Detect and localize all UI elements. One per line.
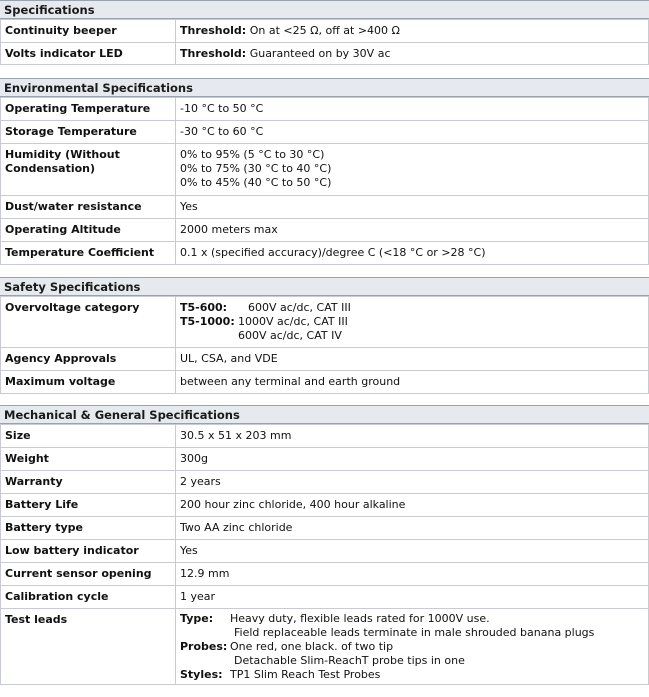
row-value: UL, CSA, and VDE: [176, 348, 649, 371]
row-value: 1 year: [176, 586, 649, 609]
probes-value-2: Detachable Slim-ReachT probe tips in one: [234, 654, 465, 667]
table-row: [1, 121, 649, 144]
mech-table: [0, 424, 649, 685]
row-value: Yes: [176, 196, 649, 219]
threshold-value: Guaranteed on by 30V ac: [246, 47, 391, 60]
row-key: Test leads: [1, 609, 176, 685]
row-key: Overvoltage category: [1, 297, 176, 348]
specifications-section: [0, 0, 649, 65]
safety-section: [0, 277, 649, 394]
table-row: [1, 144, 649, 196]
section-gap: [0, 65, 649, 78]
t5-600-value: 600V ac/dc, CAT III: [248, 301, 351, 314]
row-value: 0.1 x (specified accuracy)/degree C (<18 °C or >28 °C): [176, 242, 649, 265]
mechanical-section: [0, 405, 649, 685]
row-key: Warranty: [1, 471, 176, 494]
row-key: [1, 144, 176, 196]
row-key: Temperature Coefficient: [1, 242, 176, 265]
value-line: 0% to 45% (40 °C to 50 °C): [180, 176, 332, 189]
table-row: [1, 563, 649, 586]
t5-1000-label: T5-1000:: [180, 315, 235, 328]
table-row: [1, 348, 649, 371]
safety-table: [0, 296, 649, 394]
row-key: Volts indicator LED: [1, 43, 176, 65]
row-value: 2000 meters max: [176, 219, 649, 242]
table-row: [1, 609, 649, 685]
row-key: Continuity beeper: [1, 20, 176, 43]
section-title: Environmental Specifications: [0, 78, 649, 97]
row-value: 300g: [176, 448, 649, 471]
threshold-label: Threshold:: [180, 24, 247, 37]
table-row: [1, 196, 649, 219]
section-title: Mechanical & General Specifications: [0, 405, 649, 424]
row-value: [176, 144, 649, 196]
type-value: Heavy duty, flexible leads rated for 1000V use.: [230, 612, 490, 625]
row-value: 200 hour zinc chloride, 400 hour alkaline: [176, 494, 649, 517]
table-row: [1, 586, 649, 609]
table-row: [1, 297, 649, 348]
probes-line: [180, 640, 644, 654]
row-key: Operating Altitude: [1, 219, 176, 242]
t5-1000-line: [180, 315, 644, 329]
row-value: [176, 20, 649, 43]
row-key: Storage Temperature: [1, 121, 176, 144]
key-line: Humidity (Without: [5, 148, 120, 161]
type-label: Type:: [180, 612, 214, 625]
table-row: [1, 517, 649, 540]
row-key: Battery Life: [1, 494, 176, 517]
table-row: [1, 448, 649, 471]
row-key: Size: [1, 425, 176, 448]
threshold-label: Threshold:: [180, 47, 247, 60]
table-row: [1, 43, 649, 65]
key-line: Condensation): [5, 162, 96, 175]
row-value: [176, 297, 649, 348]
table-row: [1, 242, 649, 265]
row-key: Low battery indicator: [1, 540, 176, 563]
row-key: Dust/water resistance: [1, 196, 176, 219]
t5-1000-value: 1000V ac/dc, CAT III: [238, 315, 348, 328]
row-key: Agency Approvals: [1, 348, 176, 371]
row-value: Two AA zinc chloride: [176, 517, 649, 540]
styles-label: Styles:: [180, 668, 223, 681]
section-title: Safety Specifications: [0, 277, 649, 296]
section-gap: [0, 394, 649, 405]
row-key: Weight: [1, 448, 176, 471]
probes-value: One red, one black. of two tip: [230, 640, 394, 653]
table-row: [1, 219, 649, 242]
table-row: [1, 98, 649, 121]
type-value-2: Field replaceable leads terminate in male shrouded banana plugs: [234, 626, 595, 639]
table-row: [1, 494, 649, 517]
specs-table: [0, 19, 649, 65]
row-value: 30.5 x 51 x 203 mm: [176, 425, 649, 448]
t5-600-line: [180, 301, 644, 315]
row-value: 2 years: [176, 471, 649, 494]
row-value: between any terminal and earth ground: [176, 371, 649, 394]
type-line: [180, 612, 644, 626]
probes-label: Probes:: [180, 640, 228, 653]
row-key: Maximum voltage: [1, 371, 176, 394]
t5-600-label: T5-600:: [180, 301, 228, 314]
value-line: 0% to 95% (5 °C to 30 °C): [180, 148, 325, 161]
row-value: Yes: [176, 540, 649, 563]
table-row: [1, 371, 649, 394]
table-row: [1, 425, 649, 448]
table-row: [1, 471, 649, 494]
row-value: -10 °C to 50 °C: [176, 98, 649, 121]
row-value: [176, 43, 649, 65]
styles-line: [180, 668, 644, 682]
row-key: Current sensor opening: [1, 563, 176, 586]
environmental-section: [0, 78, 649, 265]
section-gap: [0, 265, 649, 277]
env-table: [0, 97, 649, 265]
row-value: -30 °C to 60 °C: [176, 121, 649, 144]
styles-value: TP1 Slim Reach Test Probes: [230, 668, 381, 681]
section-title: Specifications: [0, 0, 649, 19]
row-key: Operating Temperature: [1, 98, 176, 121]
row-key: Battery type: [1, 517, 176, 540]
table-row: [1, 540, 649, 563]
row-key: Calibration cycle: [1, 586, 176, 609]
row-value: [176, 609, 649, 685]
value-line: 0% to 75% (30 °C to 40 °C): [180, 162, 332, 175]
threshold-value: On at <25 Ω, off at >400 Ω: [246, 24, 400, 37]
row-value: 12.9 mm: [176, 563, 649, 586]
table-row: [1, 20, 649, 43]
t5-1000-value-2: 600V ac/dc, CAT IV: [238, 329, 342, 342]
